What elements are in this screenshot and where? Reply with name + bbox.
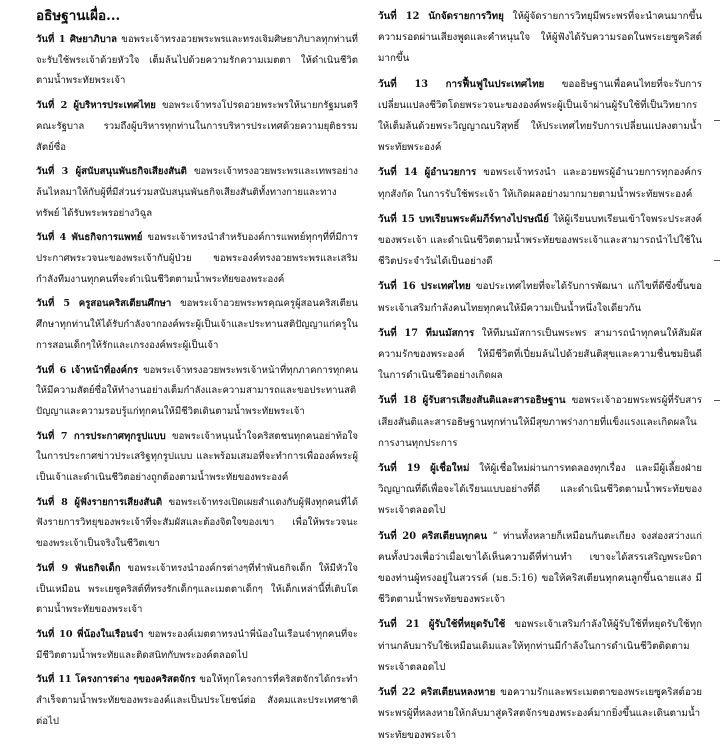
prayer-entry <box>378 323 702 387</box>
entry-day: วันที่ 9 <box>36 562 69 574</box>
entry-topic: พันธกิจเด็ก <box>75 562 121 574</box>
prayer-entry <box>36 670 358 732</box>
prayer-entry <box>36 493 358 555</box>
entry-topic: ผู้ฟังรายการเสียงสันติ <box>74 496 163 508</box>
prayer-entry <box>36 361 358 423</box>
entry-topic: ผู้บริหารประเทศไทย <box>73 100 156 112</box>
prayer-entry <box>36 625 358 666</box>
page-edge-mark <box>714 120 720 121</box>
entry-topic: บทเรียนพระคัมภีร์ทางไปรษณีย์ <box>419 213 549 225</box>
prayer-entry <box>378 209 702 273</box>
page-edge-mark <box>714 400 720 401</box>
entry-topic: คริสเตียนทุกคน <box>421 530 488 542</box>
entry-topic: การฟื้นฟูในประเทศไทย <box>445 78 545 90</box>
prayer-entry <box>378 390 702 454</box>
prayer-entry <box>36 427 358 489</box>
prayer-entry <box>378 276 702 318</box>
entry-topic: ครูสอนคริสเตียนศึกษา <box>78 298 172 310</box>
entry-text: ขอพระเจ้าทรงนำ และอวยพรผู้อำนวยการทุกองค์กร ทุกสังกัด ในการรับใช้พระเจ้า ให้เกิดผลอย่างมากมายตามน้ำพระทัยพระองค์ <box>378 167 702 200</box>
entry-text: ขอพระเจ้าทรงอวยพระพรและทรงเจิมศิษยาภิบาลทุกท่านที่จะรับใช้พระเจ้าด้วยหัวใจ เต็มล้นไปด้วยความรักความเมตตา ให้ดำเนินชีวิตตามน้ำพระทัยพระเจ้า <box>36 34 358 87</box>
entry-day: วันที่ 1 <box>36 34 66 45</box>
prayer-entry <box>36 228 358 290</box>
prayer-entry <box>378 614 702 678</box>
entry-text: ขอพระเจ้าทรงอวยพระพรเจ้าหน้าที่ทุกภาคการทุกคนให้มีความสัตย์ซื่อให้ทำงานอย่างเต็มกำลังและความสามารถและขอประทานสติปัญญาและความรอบรู้แก่ทุกคนให้มีชีวิตเดินตามน้ำพระทัยพระเจ้า <box>36 364 358 417</box>
entry-text: ให้ผู้เรียนบทเรียนเข้าใจพระประสงค์ของพระเจ้า และดำเนินชีวิตตามน้ำพระทัยของพระเจ้าและสามารถนำไปใช้ในชีวิตประจำวันได้เป็นอย่างดี <box>378 213 702 268</box>
entry-day: วันที่ 20 <box>378 530 417 542</box>
page-edge-mark <box>714 260 720 261</box>
prayer-entry <box>378 682 702 746</box>
entry-day: วันที่ 19 <box>378 463 421 475</box>
entry-topic: ทีมนมัสการ <box>425 327 475 339</box>
prayer-entry <box>36 559 358 621</box>
entry-day: วันที่ 2 <box>36 100 68 112</box>
entry-text: ขอพระเจ้าทรงอวยพระพรและเทพรอย่างล้นไหลมาให้กับผู้ที่มีส่วนร่วมสนับสนุนพันธกิจเสียงสันติทั้งทางกายและทางทรัพย์ ได้รับพระพรอย่างวิฉูล <box>36 166 358 219</box>
entry-day: วันที่ 12 <box>378 11 420 22</box>
entry-day: วันที่ 21 <box>378 619 420 631</box>
prayer-entry <box>378 458 702 522</box>
entry-topic: ผู้รับใช้ที่หยุดรับใช้ <box>428 619 506 631</box>
entry-day: วันที่ 3 <box>36 166 69 178</box>
entry-day: วันที่ 18 <box>378 395 417 407</box>
right-column <box>378 6 702 750</box>
entry-day: วันที่ 5 <box>36 298 71 310</box>
entry-text: ขอความรักและพระเมตตาของพระเยซูคริสต์อวยพระพรผู้ที่หลงหายให้กลับมาสู่คริสตจักรของพระองค์มากยิ่งขึ้นและเดินตามน้ำพระทัยของพระเจ้า <box>378 687 702 741</box>
prayer-entry <box>36 30 358 92</box>
entry-day: วันที่ 15 <box>378 213 415 225</box>
entry-topic: นักจัดรายการวิทยุ <box>428 11 504 22</box>
entry-topic: คริสเตียนหลงหาย <box>420 687 496 699</box>
entry-text: “ ท่านทั้งหลายก็เหมือนกันตะเกียง จงส่องสว่างแก่คนทั้งปวงเพื่อว่าเมื่อเขาได้เห็นความดีที่ท่านทำ เขาจะได้สรรเสริญพระบิดาของท่านผู้ทรงอยู่ในสวรรค์ (มธ.5:16) ขอให้คริสเตียนทุกคนลูกขึ้นฉายแสง มีชีวิตตามน้ำพระทัยของพระเจ้า <box>378 530 702 606</box>
entry-day: วันที่ 14 <box>378 167 418 179</box>
prayer-entry <box>36 294 358 356</box>
prayer-entry <box>36 162 358 224</box>
entry-text: ขอให้ทุกโครงการที่คริสตจักรได้กระทำสำเร็จตามน้ำพระทัยของพระองค์และเป็นประโยชน์ต่อ สังคมและประเทศชาติต่อไป <box>36 674 358 727</box>
entry-day: วันที่ 7 <box>36 430 68 442</box>
entry-day: วันที่ 16 <box>378 281 416 293</box>
entry-topic: ผู้รับสารเสียงสันติและสารอธิษฐาน <box>422 395 566 407</box>
entry-text: ให้ทีมนมัสการเป็นพระพร สามารถนำทุกคนให้สัมผัสความรักของพระองค์ ให้มีชีวิตที่เปี่ยมล้นไปด้วยสันติสุขและความชื่นชมยินดีในการดำเนินชีวิตอย่างเกิดผล <box>378 327 702 382</box>
entry-text: ขอพระองค์เมตตาทรงนำพี่น้องในเรือนจำทุกคนที่จะมีชีวิตตามน้ำพระทัยและติดสนิทกับพระองค์ตลอดไป <box>36 628 358 661</box>
entry-topic: การประกาศทุกรูปแบบ <box>73 430 166 442</box>
entry-text: ขอพระเจ้าหนุนน้ำใจคริสตชนทุกคนอย่าท้อใจในการประกาศข่าวประเสริฐทุกรูปแบบ และพร้อมเสมอที่จะทำการเพื่อองค์พระผู้เป็นเจ้าและดำเนินชีวิตอย่างถูกต้องตามน้ำพระทัยของพระองค์ <box>36 430 358 484</box>
entry-day: วันที่ 17 <box>378 327 419 339</box>
entry-text: ขออธิษฐานเพื่อคนไทยที่จะรับการเปลี่ยนแปลงชีวิตโดยพระวจนะขององค์พระผู้เป็นเจ้าผ่านผู้รับใช้ที่เป็นวิทยากรให้เต็มล้นด้วยพระวิญญาณบริสุทธิ์ ให้ประเทศไทยรับการเปลี่ยนแปลงตามน้ำพระทัยพระองค์ <box>378 78 702 154</box>
entry-day: วันที่ 22 <box>378 687 416 699</box>
entry-topic: ศิษยาภิบาล <box>69 34 117 45</box>
entry-topic: พันธกิจการแพทย์ <box>71 232 143 244</box>
entry-topic: ประเทศไทย <box>420 281 471 293</box>
entry-day: วันที่ 13 <box>378 78 429 90</box>
left-column <box>36 6 358 737</box>
entry-day: วันที่ 6 <box>36 364 67 376</box>
entry-topic: ผู้อำนวยการ <box>424 167 477 179</box>
entry-text: ขอพระเจ้าอวยพระพรผู้ที่รับสารเสียงสันติและสารอธิษฐานทุกท่านให้มีสุขภาพร่างกายที่แข็งแรงและเกิดผลในการงานทุกประการ <box>378 395 702 449</box>
entry-day: วันที่ 10 <box>36 628 73 640</box>
entry-text: ให้ผู้จัดรายการวิทยุมีพระพรที่จะนำคนมากขึ้นความรอดผ่านเสียงพูดและคำหนุนใจ ให้ผู้ฟังได้รับความรอดในพระเยซูคริสต์มากขึ้น <box>378 11 702 65</box>
page-heading: อธิษฐานเผื่อ... <box>36 8 121 24</box>
entry-day: วันที่ 8 <box>36 496 68 508</box>
entry-text: ขอพระเจ้าอวยพระพรคุณครูผู้สอนคริสเตียนศึกษาทุกท่านให้ได้รับกำลังจากองค์พระผู้เป็นเจ้าและประทานสติปัญญาแก่ครูในการสอนเด็กๆให้รักและเกรงองค์พระผู้เป็นเจ้า <box>36 298 358 351</box>
entry-text: ขอพระเจ้าทรงนำองค์กรต่างๆที่ทำพันธกิจเด็ก ให้มีหัวใจเป็นเหมือน พระเยซูคริสต์ที่ทรงรักเด็กๆและเมตตาเด็กๆ ให้เด็กเหล่านี้ที่เติบโตตามน้ำพระทัยของพระเจ้า <box>36 562 358 616</box>
prayer-entry <box>378 6 702 70</box>
entry-text: ขอพระเจ้าทรงนำสำหรับองค์การแพทย์ทุกๆที่ที่มีการประกาศพระวจนะของพระเจ้ากับผู้ป่วย ขอพระองค์ทรงอวยพระพรและเสริมกำลังทีมงานทุกคนที่จะดำเนินชีวิตตามน้ำพระทัยของพระองค์ <box>36 232 358 285</box>
prayer-entry <box>378 526 702 611</box>
entry-text: ขอพระเจ้าเสริมกำลังให้ผู้รับใช้ที่หยุดรับใช้ทุกท่านกลับมารับใช้เหมือนเดิมและให้ทุกท่านมีกำลังในการดำเนินชีวิตติดตามพระเจ้าตลอดไป <box>378 619 702 673</box>
entry-topic: พี่น้องในเรือนจำ <box>77 628 144 640</box>
prayer-entry <box>36 96 358 158</box>
prayer-entry <box>378 74 702 159</box>
entry-topic: เจ้าหน้าที่องค์กร <box>71 364 139 376</box>
entry-day: วันที่ 4 <box>36 232 67 244</box>
entry-topic: โครงการต่าง ๆของคริสตจักร <box>75 674 196 686</box>
entry-text: ให้ผู้เชื่อใหม่ผ่านการทดลองทุกเรื่อง และมีผู้เลี้ยงฝ่ายวิญญาณที่ดีเพื่อจะได้เรียนแบบอย่างที่ดี และดำเนินชีวิตตามน้ำพระทัยของพระเจ้าตลอดไป <box>378 463 703 517</box>
entry-text: ขอพระเจ้าทรงโปรดอวยพระพรให้นายกรัฐมนตรีคณะรัฐบาล รวมถึงผู้บริหารทุกท่านในการบริหารประเทศด้วยความยุติธรรมสัตย์ซื่อ <box>36 100 358 153</box>
entry-topic: ผู้เชื่อใหม่ <box>430 463 470 475</box>
entry-text: ขอพระเจ้าทรงเปิดเผยสำแดงกับผู้ฟังทุกคนที่ได้ฟังรายการวิทยุของพระเจ้าที่จะสัมผัสและต้องจิตใจของเขา เพื่อให้พระวจนะของพระเจ้าเป็นจริงในชีวิตเขา <box>36 496 358 550</box>
entry-topic: ผู้สนับสนุนพันธกิจเสียงสันติ <box>75 166 187 178</box>
entry-text: ขอประเทศไทยที่จะได้รับการพัฒนา แก้ไขที่ดีซึ่งขึ้นขอพระเจ้าเสริมกำลังคนไทยทุกคนให้มีความเป็นน้ำหนึ่งใจเดียวกัน <box>378 281 702 314</box>
prayer-entry <box>378 162 702 204</box>
entry-day: วันที่ 11 <box>36 674 72 686</box>
